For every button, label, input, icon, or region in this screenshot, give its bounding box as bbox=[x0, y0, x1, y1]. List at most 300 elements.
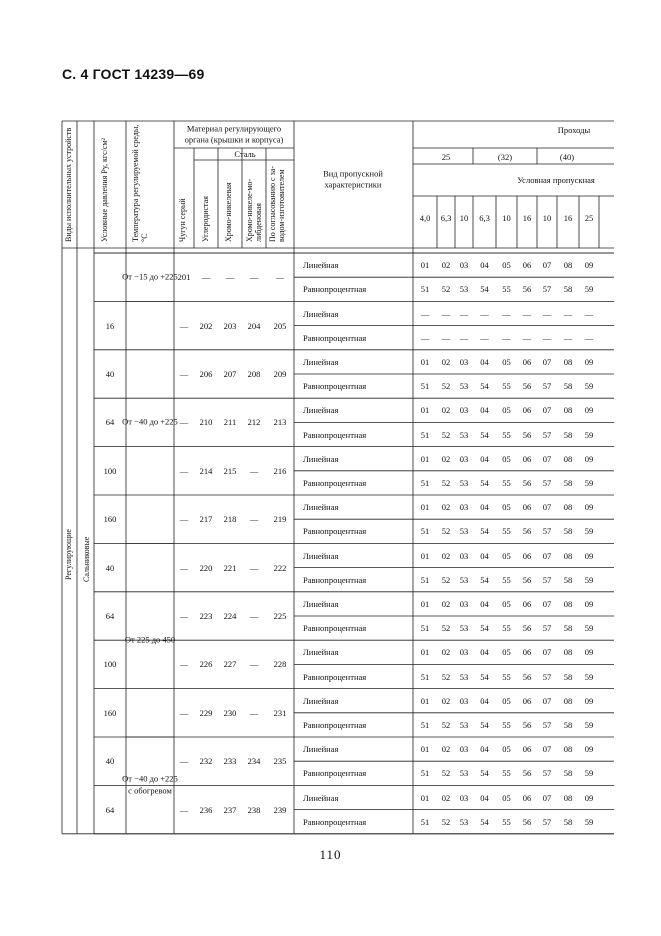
equal-percent-code: 59 bbox=[584, 768, 594, 779]
material-code: 239 bbox=[273, 804, 287, 815]
linear-code: 05 bbox=[502, 259, 511, 270]
linear-code: 03 bbox=[459, 743, 469, 754]
linear-code: 05 bbox=[502, 550, 511, 561]
characteristic-linear: Линейная bbox=[303, 453, 339, 464]
header-temperature: Температура регулируемой среды, °С bbox=[131, 124, 150, 242]
linear-code: 09 bbox=[584, 501, 594, 512]
material-code: 204 bbox=[247, 320, 261, 331]
equal-percent-code: 58 bbox=[563, 671, 573, 682]
equal-percent-code: 59 bbox=[584, 526, 594, 537]
header-kv-value: 4,0 bbox=[419, 212, 431, 223]
linear-code: 04 bbox=[480, 695, 489, 706]
header-kv-value: 10 bbox=[459, 212, 469, 223]
header-steel-group: Сталь bbox=[234, 148, 256, 159]
equal-percent-code: 55 bbox=[502, 284, 511, 295]
material-code: 234 bbox=[247, 755, 261, 766]
equal-percent-code: 58 bbox=[563, 574, 573, 585]
material-code: 235 bbox=[273, 755, 287, 766]
linear-code: 07 bbox=[542, 647, 552, 658]
equal-percent-code: — bbox=[522, 332, 532, 343]
linear-code: 08 bbox=[563, 501, 573, 512]
characteristic-linear: Линейная bbox=[303, 405, 339, 416]
material-code: 218 bbox=[223, 513, 237, 524]
material-code: 215 bbox=[223, 465, 237, 476]
temperature-range: От −40 до +225 с обогревом bbox=[122, 773, 178, 796]
linear-code: 08 bbox=[563, 695, 573, 706]
equal-percent-code: 53 bbox=[459, 380, 469, 391]
equal-percent-code: 56 bbox=[522, 477, 532, 488]
linear-code: 05 bbox=[502, 743, 511, 754]
header-kv-value: 10 bbox=[502, 212, 511, 223]
material-code: — bbox=[179, 320, 189, 331]
equal-percent-code: 53 bbox=[459, 429, 469, 440]
equal-percent-code: 58 bbox=[563, 816, 573, 827]
equal-percent-code: 57 bbox=[542, 526, 552, 537]
equal-percent-code: 56 bbox=[522, 816, 532, 827]
material-code: 213 bbox=[273, 417, 287, 428]
page-header: С. 4 ГОСТ 14239—69 bbox=[62, 66, 205, 82]
characteristic-equal-percent: Равнопроцентная bbox=[303, 816, 367, 827]
temperature-range: От −40 до +225 bbox=[122, 416, 178, 427]
material-code: — bbox=[179, 610, 189, 621]
linear-code: 02 bbox=[441, 647, 451, 658]
equal-percent-code: 52 bbox=[441, 719, 451, 730]
linear-code: 06 bbox=[522, 743, 532, 754]
characteristic-equal-percent: Равнопроцентная bbox=[303, 284, 367, 295]
linear-code: 03 bbox=[459, 647, 469, 658]
equal-percent-code: 57 bbox=[542, 816, 552, 827]
equal-percent-code: 53 bbox=[459, 816, 469, 827]
material-code: 223 bbox=[199, 610, 213, 621]
equal-percent-code: 57 bbox=[542, 429, 552, 440]
linear-code: 09 bbox=[584, 405, 594, 416]
equal-percent-code: 55 bbox=[502, 574, 511, 585]
linear-code: 06 bbox=[522, 598, 532, 609]
linear-code: 09 bbox=[584, 356, 594, 367]
linear-code: 07 bbox=[542, 453, 552, 464]
linear-code: 05 bbox=[502, 695, 511, 706]
material-code: 224 bbox=[223, 610, 237, 621]
equal-percent-code: 57 bbox=[542, 768, 552, 779]
equal-percent-code: 57 bbox=[542, 719, 552, 730]
characteristic-linear: Линейная bbox=[303, 356, 339, 367]
equal-percent-code: 52 bbox=[441, 671, 451, 682]
material-code: — bbox=[179, 659, 189, 670]
equal-percent-code: 55 bbox=[502, 719, 511, 730]
equal-percent-code: 54 bbox=[480, 284, 489, 295]
equal-percent-code: 52 bbox=[441, 622, 451, 633]
material-code: 229 bbox=[199, 707, 213, 718]
material-code: 210 bbox=[199, 417, 213, 428]
characteristic-equal-percent: Равнопроцентная bbox=[303, 477, 367, 488]
pressure-value: 40 bbox=[105, 562, 115, 573]
equal-percent-code: 51 bbox=[420, 574, 430, 585]
header-device-type: Виды исполнительных устройств bbox=[64, 127, 73, 242]
material-code: 226 bbox=[199, 659, 213, 670]
linear-code: 05 bbox=[502, 598, 511, 609]
linear-code: 05 bbox=[502, 792, 511, 803]
equal-percent-code: 55 bbox=[502, 526, 511, 537]
material-code: 227 bbox=[223, 659, 237, 670]
pressure-value: 100 bbox=[103, 659, 117, 670]
equal-percent-code: 53 bbox=[459, 526, 469, 537]
equal-percent-code: — bbox=[441, 332, 451, 343]
header-chrome-nickel-mo: Хромо-никеле-мо-либденовая bbox=[245, 178, 264, 242]
linear-code: 04 bbox=[480, 550, 489, 561]
equal-percent-code: 56 bbox=[522, 671, 532, 682]
pressure-value: 16 bbox=[105, 320, 115, 331]
linear-code: — bbox=[420, 308, 430, 319]
linear-code: 07 bbox=[542, 792, 552, 803]
header-kv-value: 16 bbox=[522, 212, 532, 223]
linear-code: — bbox=[502, 308, 511, 319]
side-regulating: Регулирующие bbox=[64, 529, 73, 580]
equal-percent-code: 53 bbox=[459, 671, 469, 682]
equal-percent-code: 59 bbox=[584, 719, 594, 730]
characteristic-linear: Линейная bbox=[303, 550, 339, 561]
page-number: 110 bbox=[319, 847, 342, 862]
equal-percent-code: — bbox=[459, 332, 469, 343]
pressure-value: 100 bbox=[103, 465, 117, 476]
linear-code: 09 bbox=[584, 695, 594, 706]
equal-percent-code: 52 bbox=[441, 526, 451, 537]
linear-code: 01 bbox=[420, 743, 430, 754]
linear-code: 08 bbox=[563, 792, 573, 803]
linear-code: 05 bbox=[502, 356, 511, 367]
material-code: 228 bbox=[273, 659, 287, 670]
material-code: 230 bbox=[223, 707, 237, 718]
temperature-range: От −15 до +225 bbox=[122, 271, 178, 282]
header-by-agreement: По согласованию с за-водом-изготовителем bbox=[268, 166, 287, 242]
characteristic-linear: Линейная bbox=[303, 308, 339, 319]
equal-percent-code: 51 bbox=[420, 768, 430, 779]
equal-percent-code: 53 bbox=[459, 768, 469, 779]
linear-code: 03 bbox=[459, 356, 469, 367]
linear-code: 03 bbox=[459, 501, 469, 512]
pressure-value: 40 bbox=[105, 755, 115, 766]
equal-percent-code: 56 bbox=[522, 574, 532, 585]
equal-percent-code: 52 bbox=[441, 380, 451, 391]
characteristic-equal-percent: Равнопроцентная bbox=[303, 380, 367, 391]
material-code: 222 bbox=[273, 562, 287, 573]
equal-percent-code: 58 bbox=[563, 477, 573, 488]
header-kv-value: 6,3 bbox=[479, 212, 490, 223]
linear-code: — bbox=[480, 308, 489, 319]
equal-percent-code: 53 bbox=[459, 477, 469, 488]
linear-code: 07 bbox=[542, 405, 552, 416]
characteristic-equal-percent: Равнопроцентная bbox=[303, 574, 367, 585]
equal-percent-code: 51 bbox=[420, 284, 430, 295]
material-code: 206 bbox=[199, 368, 213, 379]
temperature-range: От 225 до 450 bbox=[124, 634, 176, 645]
equal-percent-code: 52 bbox=[441, 574, 451, 585]
material-code: 208 bbox=[247, 368, 261, 379]
header-pressure: Условные давления Pу, кгс/см² bbox=[100, 138, 109, 242]
material-code: 216 bbox=[273, 465, 287, 476]
linear-code: 01 bbox=[420, 550, 430, 561]
pressure-value: 40 bbox=[105, 368, 115, 379]
header-kv-value: 6,3 bbox=[440, 212, 452, 223]
header-cast-iron: Чугун серый bbox=[178, 198, 187, 242]
characteristic-linear: Линейная bbox=[303, 792, 339, 803]
characteristic-equal-percent: Равнопроцентная bbox=[303, 671, 367, 682]
equal-percent-code: 54 bbox=[480, 380, 489, 391]
linear-code: 02 bbox=[441, 695, 451, 706]
linear-code: 02 bbox=[441, 792, 451, 803]
pressure-value: 64 bbox=[105, 804, 115, 815]
characteristic-linear: Линейная bbox=[303, 598, 339, 609]
equal-percent-code: — bbox=[563, 332, 573, 343]
equal-percent-code: 52 bbox=[441, 284, 451, 295]
linear-code: 04 bbox=[480, 453, 489, 464]
linear-code: 06 bbox=[522, 259, 532, 270]
material-code: 220 bbox=[199, 562, 213, 573]
equal-percent-code: 56 bbox=[522, 719, 532, 730]
equal-percent-code: 59 bbox=[584, 380, 594, 391]
equal-percent-code: 57 bbox=[542, 380, 552, 391]
equal-percent-code: — bbox=[502, 332, 511, 343]
material-code: 219 bbox=[273, 513, 287, 524]
linear-code: 01 bbox=[420, 405, 430, 416]
linear-code: 08 bbox=[563, 453, 573, 464]
linear-code: 04 bbox=[480, 598, 489, 609]
characteristic-linear: Линейная bbox=[303, 647, 339, 658]
material-code: 231 bbox=[273, 707, 287, 718]
material-code: — bbox=[249, 271, 259, 282]
linear-code: 03 bbox=[459, 453, 469, 464]
linear-code: 04 bbox=[480, 501, 489, 512]
equal-percent-code: 51 bbox=[420, 380, 430, 391]
linear-code: 08 bbox=[563, 356, 573, 367]
equal-percent-code: 53 bbox=[459, 622, 469, 633]
linear-code: — bbox=[441, 308, 451, 319]
pressure-value: 160 bbox=[103, 513, 117, 524]
equal-percent-code: 59 bbox=[584, 671, 594, 682]
linear-code: 07 bbox=[542, 743, 552, 754]
equal-percent-code: 53 bbox=[459, 574, 469, 585]
linear-code: 01 bbox=[420, 695, 430, 706]
equal-percent-code: 58 bbox=[563, 284, 573, 295]
linear-code: 05 bbox=[502, 405, 511, 416]
linear-code: — bbox=[522, 308, 532, 319]
characteristic-equal-percent: Равнопроцентная bbox=[303, 622, 367, 633]
equal-percent-code: 51 bbox=[420, 719, 430, 730]
side-stuffing: Сальниковые bbox=[82, 536, 91, 582]
equal-percent-code: 58 bbox=[563, 719, 573, 730]
equal-percent-code: 58 bbox=[563, 768, 573, 779]
linear-code: 03 bbox=[459, 405, 469, 416]
equal-percent-code: 51 bbox=[420, 526, 430, 537]
material-code: 202 bbox=[199, 320, 213, 331]
equal-percent-code: 52 bbox=[441, 429, 451, 440]
equal-percent-code: 51 bbox=[420, 816, 430, 827]
equal-percent-code: 56 bbox=[522, 284, 532, 295]
linear-code: 02 bbox=[441, 453, 451, 464]
equal-percent-code: 51 bbox=[420, 671, 430, 682]
header-passages: Проходы bbox=[557, 124, 591, 135]
linear-code: 06 bbox=[522, 695, 532, 706]
equal-percent-code: 54 bbox=[480, 574, 489, 585]
material-code: 217 bbox=[199, 513, 213, 524]
equal-percent-code: 59 bbox=[584, 816, 594, 827]
equal-percent-code: 58 bbox=[563, 380, 573, 391]
material-code: 205 bbox=[273, 320, 287, 331]
linear-code: 01 bbox=[420, 453, 430, 464]
equal-percent-code: 56 bbox=[522, 526, 532, 537]
equal-percent-code: — bbox=[420, 332, 430, 343]
equal-percent-code: 52 bbox=[441, 768, 451, 779]
equal-percent-code: 57 bbox=[542, 574, 552, 585]
material-code: — bbox=[179, 417, 189, 428]
linear-code: 04 bbox=[480, 405, 489, 416]
equal-percent-code: 54 bbox=[480, 768, 489, 779]
material-code: 236 bbox=[199, 804, 213, 815]
equal-percent-code: 53 bbox=[459, 284, 469, 295]
linear-code: 07 bbox=[542, 550, 552, 561]
linear-code: 09 bbox=[584, 259, 594, 270]
material-code: — bbox=[179, 804, 189, 815]
header-dn-group: 25 bbox=[441, 151, 451, 162]
header-kv-value: 25 bbox=[584, 212, 594, 223]
header-kv-value: 10 bbox=[542, 212, 552, 223]
equal-percent-code: — bbox=[584, 332, 594, 343]
linear-code: 06 bbox=[522, 405, 532, 416]
linear-code: 09 bbox=[584, 792, 594, 803]
equal-percent-code: 56 bbox=[522, 429, 532, 440]
equal-percent-code: 52 bbox=[441, 816, 451, 827]
header-chrome-nickel: Хромо-никелевая bbox=[224, 182, 233, 242]
characteristic-linear: Линейная bbox=[303, 695, 339, 706]
linear-code: 09 bbox=[584, 598, 594, 609]
characteristic-equal-percent: Равнопроцентная bbox=[303, 719, 367, 730]
equal-percent-code: 55 bbox=[502, 622, 511, 633]
linear-code: 08 bbox=[563, 550, 573, 561]
material-code: — bbox=[201, 271, 211, 282]
equal-percent-code: 53 bbox=[459, 719, 469, 730]
equal-percent-code: 51 bbox=[420, 622, 430, 633]
characteristic-linear: Линейная bbox=[303, 259, 339, 270]
material-code: — bbox=[225, 271, 235, 282]
linear-code: — bbox=[459, 308, 469, 319]
equal-percent-code: 56 bbox=[522, 380, 532, 391]
characteristic-equal-percent: Равнопроцентная bbox=[303, 332, 367, 343]
equal-percent-code: 51 bbox=[420, 477, 430, 488]
material-code: — bbox=[249, 659, 259, 670]
linear-code: 02 bbox=[441, 598, 451, 609]
header-nominal: Условная пропускная bbox=[517, 174, 595, 185]
equal-percent-code: 57 bbox=[542, 671, 552, 682]
equal-percent-code: 59 bbox=[584, 477, 594, 488]
linear-code: 01 bbox=[420, 647, 430, 658]
characteristic-linear: Линейная bbox=[303, 743, 339, 754]
linear-code: 04 bbox=[480, 647, 489, 658]
material-code: 212 bbox=[247, 417, 261, 428]
linear-code: 08 bbox=[563, 259, 573, 270]
header-material-group: Материал регулирующего органа (крышки и корпуса) bbox=[184, 123, 284, 145]
equal-percent-code: 56 bbox=[522, 622, 532, 633]
equal-percent-code: 54 bbox=[480, 526, 489, 537]
linear-code: 04 bbox=[480, 743, 489, 754]
header-kv-value: 16 bbox=[563, 212, 573, 223]
linear-code: 01 bbox=[420, 598, 430, 609]
linear-code: 07 bbox=[542, 598, 552, 609]
equal-percent-code: 56 bbox=[522, 768, 532, 779]
linear-code: — bbox=[542, 308, 552, 319]
material-code: 232 bbox=[199, 755, 213, 766]
material-code: — bbox=[179, 368, 189, 379]
linear-code: 02 bbox=[441, 550, 451, 561]
material-code: — bbox=[179, 707, 189, 718]
characteristic-linear: Линейная bbox=[303, 501, 339, 512]
equal-percent-code: 57 bbox=[542, 622, 552, 633]
material-code: — bbox=[249, 610, 259, 621]
material-code: 207 bbox=[223, 368, 237, 379]
equal-percent-code: 59 bbox=[584, 284, 594, 295]
linear-code: 01 bbox=[420, 792, 430, 803]
linear-code: 07 bbox=[542, 501, 552, 512]
pressure-value: 64 bbox=[105, 610, 115, 621]
equal-percent-code: — bbox=[480, 332, 489, 343]
linear-code: 03 bbox=[459, 695, 469, 706]
equal-percent-code: 52 bbox=[441, 477, 451, 488]
equal-percent-code: 54 bbox=[480, 671, 489, 682]
equal-percent-code: — bbox=[542, 332, 552, 343]
equal-percent-code: 55 bbox=[502, 429, 511, 440]
linear-code: 08 bbox=[563, 743, 573, 754]
linear-code: 09 bbox=[584, 647, 594, 658]
linear-code: 08 bbox=[563, 598, 573, 609]
equal-percent-code: 59 bbox=[584, 622, 594, 633]
linear-code: 07 bbox=[542, 259, 552, 270]
linear-code: 02 bbox=[441, 356, 451, 367]
equal-percent-code: 54 bbox=[480, 622, 489, 633]
linear-code: 06 bbox=[522, 501, 532, 512]
material-code: — bbox=[249, 562, 259, 573]
material-code: — bbox=[179, 562, 189, 573]
material-code: — bbox=[249, 513, 259, 524]
material-code: 225 bbox=[273, 610, 287, 621]
equal-percent-code: 58 bbox=[563, 429, 573, 440]
equal-percent-code: 55 bbox=[502, 671, 511, 682]
material-code: — bbox=[249, 707, 259, 718]
linear-code: 06 bbox=[522, 792, 532, 803]
linear-code: 01 bbox=[420, 356, 430, 367]
linear-code: 07 bbox=[542, 695, 552, 706]
equal-percent-code: 57 bbox=[542, 284, 552, 295]
linear-code: 03 bbox=[459, 598, 469, 609]
characteristic-equal-percent: Равнопроцентная bbox=[303, 526, 367, 537]
characteristic-equal-percent: Равнопроцентная bbox=[303, 768, 367, 779]
linear-code: 04 bbox=[480, 792, 489, 803]
linear-code: 06 bbox=[522, 550, 532, 561]
material-code: 209 bbox=[273, 368, 287, 379]
linear-code: 02 bbox=[441, 743, 451, 754]
material-code: — bbox=[179, 755, 189, 766]
linear-code: 02 bbox=[441, 259, 451, 270]
material-code: 214 bbox=[199, 465, 213, 476]
equal-percent-code: 51 bbox=[420, 429, 430, 440]
header-characteristic: Вид пропускной характеристики bbox=[323, 168, 383, 190]
linear-code: 09 bbox=[584, 743, 594, 754]
header-dn-group: (40) bbox=[559, 151, 575, 162]
material-code: 237 bbox=[223, 804, 237, 815]
material-code: — bbox=[275, 271, 285, 282]
linear-code: 05 bbox=[502, 501, 511, 512]
material-code: — bbox=[249, 465, 259, 476]
material-code: 221 bbox=[223, 562, 237, 573]
linear-code: 03 bbox=[459, 259, 469, 270]
linear-code: 01 bbox=[420, 501, 430, 512]
